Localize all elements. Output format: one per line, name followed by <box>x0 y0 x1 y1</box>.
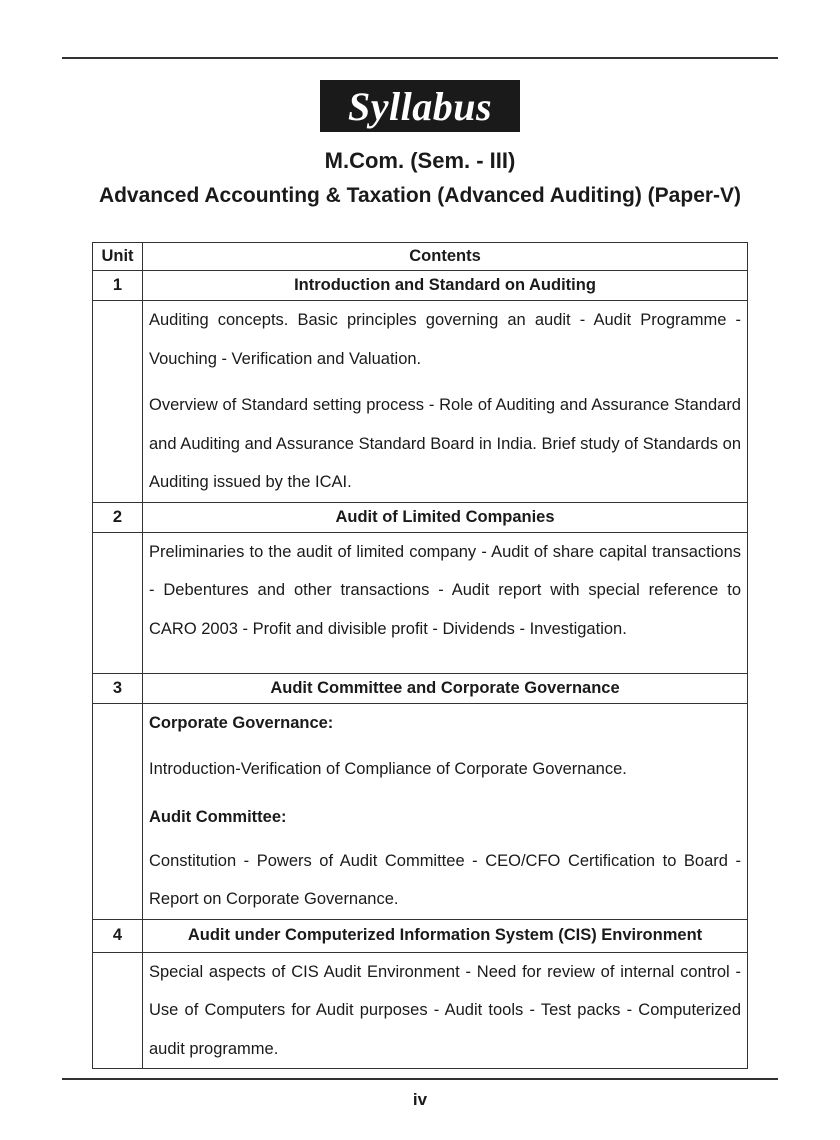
audit-committee-subheading: Audit Committee: <box>149 807 287 826</box>
unit-content-row <box>93 952 748 1069</box>
unit-content <box>143 532 748 673</box>
contents-column-header: Contents <box>143 243 748 271</box>
syllabus-title-badge: Syllabus <box>320 80 520 132</box>
unit-number: 4 <box>93 919 143 952</box>
unit-column-header: Unit <box>93 243 143 271</box>
unit-content-row <box>93 301 748 503</box>
unit-number: 1 <box>93 271 143 301</box>
corporate-governance-subheading: Corporate Governance: <box>149 713 334 732</box>
page-number: iv <box>412 1090 428 1109</box>
unit-blank-cell <box>93 532 143 673</box>
unit-content <box>143 703 748 919</box>
unit-content <box>143 301 748 503</box>
unit-blank-cell <box>93 703 143 919</box>
unit-title: Audit of Limited Companies <box>143 502 748 532</box>
unit-paragraph: Auditing concepts. Basic principles governing an audit - Audit Programme - Vouching - Verification and Valuation. <box>149 311 741 368</box>
course-title: M.Com. (Sem. - III) <box>324 148 516 173</box>
unit-paragraph: Overview of Standard setting process - Role of Auditing and Assurance Standard and Auditing and Assurance Standard Board in India. Brief study of Standards on Auditing issued by the ICAI. <box>149 396 741 491</box>
unit-title: Audit under Computerized Information System (CIS) Environment <box>143 919 748 952</box>
unit-heading-row <box>93 919 748 952</box>
top-rule <box>62 57 778 59</box>
unit-content-row <box>93 703 748 919</box>
unit-number: 3 <box>93 673 143 703</box>
bottom-rule <box>62 1078 778 1080</box>
unit-blank-cell <box>93 301 143 503</box>
unit-blank-cell <box>93 952 143 1069</box>
unit-paragraph: Introduction-Verification of Compliance of Corporate Governance. <box>149 759 627 778</box>
unit-paragraph: Constitution - Powers of Audit Committee - CEO/CFO Certification to Board - Report on Corporate Governance. <box>149 851 741 908</box>
unit-title: Audit Committee and Corporate Governance <box>143 673 748 703</box>
unit-title: Introduction and Standard on Auditing <box>143 271 748 301</box>
table-header-row <box>93 243 748 271</box>
unit-heading-row <box>93 673 748 703</box>
unit-number: 2 <box>93 502 143 532</box>
syllabus-table <box>92 242 748 1069</box>
unit-paragraph: Preliminaries to the audit of limited company - Audit of share capital transactions - Debentures and other transactions - Audit report with special reference to CARO 2003 - Profit and divisible profit - Dividends - Investigation. <box>149 542 741 638</box>
unit-content-row <box>93 532 748 673</box>
unit-content <box>143 952 748 1069</box>
unit-heading-row <box>93 271 748 301</box>
unit-paragraph: Special aspects of CIS Audit Environment - Need for review of internal control - Use of Computers for Audit purposes - Audit tools - Test packs - Computerized audit programme. <box>149 962 741 1058</box>
paper-title: Advanced Accounting & Taxation (Advanced Auditing) (Paper-V) <box>98 184 742 207</box>
unit-heading-row <box>93 502 748 532</box>
